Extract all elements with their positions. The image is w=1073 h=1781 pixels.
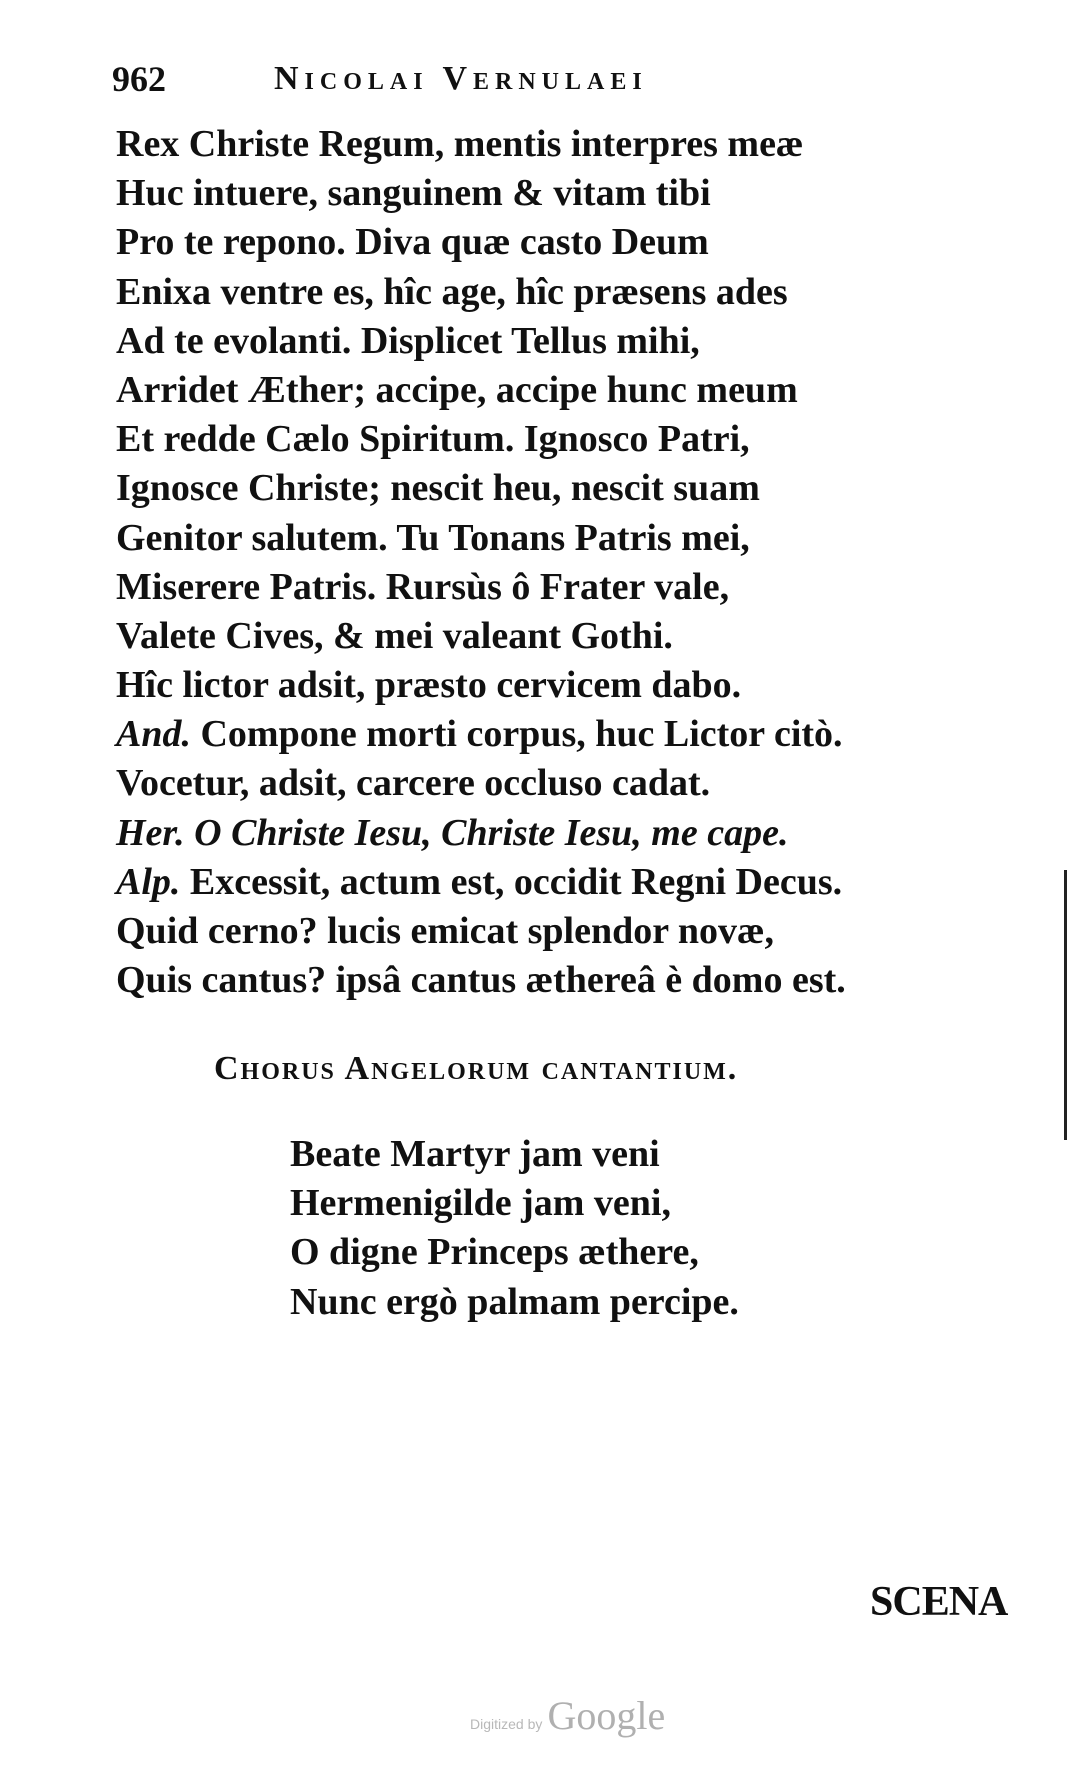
chorus-verse (290, 1130, 739, 1327)
verse-line (116, 661, 996, 710)
speaker-label: And. (116, 713, 191, 756)
page-number: 962 (112, 59, 166, 99)
catchword: SCENA (870, 1579, 1008, 1625)
verse-line (116, 415, 996, 464)
verse-line (116, 563, 996, 612)
verse-text: Rex Christe Regum, mentis interpres meæ (116, 123, 804, 165)
verse-text: Arridet Æther; accipe, accipe hunc meum (116, 368, 798, 411)
verse-text: Excessit, actum est, occidit Regni Decus. (180, 860, 843, 903)
chorus-line: O digne Princeps æthere, (290, 1231, 699, 1274)
verse-text: Ad te evolanti. Displicet Tellus mihi, (116, 319, 700, 362)
verse-line (116, 218, 996, 267)
verse-block (116, 120, 996, 1005)
verse-line (116, 612, 996, 661)
verse-line (116, 317, 996, 366)
digitized-watermark (470, 1692, 665, 1739)
running-head: Nicolai Vernulaei (274, 60, 648, 97)
verse-line (116, 759, 996, 808)
verse-line (116, 120, 996, 169)
verse-line (116, 514, 996, 563)
verse-text: Miserere Patris. Rursùs ô Frater vale, (116, 565, 730, 608)
verse-text: Compone morti corpus, huc Lictor citò. (190, 713, 843, 756)
page-header (112, 58, 872, 108)
verse-text: Et redde Cælo Spiritum. Ignosco Patri, (116, 418, 750, 461)
verse-line (116, 858, 996, 907)
verse-text: Vocetur, adsit, carcere occluso cadat. (116, 762, 711, 805)
chorus-heading: Chorus Angelorum cantantium. (214, 1050, 739, 1087)
verse-text: O Christe Iesu, Christe Iesu, me cape. (184, 811, 789, 854)
google-logo: Google (547, 1693, 666, 1738)
chorus-line: Beate Martyr jam veni (290, 1133, 660, 1175)
verse-line (116, 956, 996, 1005)
verse-line (116, 809, 996, 858)
verse-line (116, 464, 996, 513)
verse-text: Valete Cives, & mei valeant Gothi. (116, 614, 673, 657)
verse-text: Huc intuere, sanguinem & vitam tibi (116, 172, 711, 215)
page-edge-shadow (1064, 870, 1067, 1140)
verse-line (116, 169, 996, 218)
verse-line (116, 366, 996, 415)
verse-line (116, 268, 996, 317)
speaker-label: Her. (116, 811, 185, 854)
verse-text: Pro te repono. Diva quæ casto Deum (116, 221, 709, 264)
verse-text: Hîc lictor adsit, præsto cervicem dabo. (116, 664, 742, 707)
verse-text: Ignosce Christe; nescit heu, nescit suam (116, 467, 760, 510)
digitized-by-label: Digitized by (470, 1716, 543, 1732)
chorus-line: Nunc ergò palmam percipe. (290, 1280, 739, 1323)
verse-line (116, 710, 996, 759)
verse-text: Enixa ventre es, hîc age, hîc præsens ades (116, 270, 788, 313)
verse-text: Quid cerno? lucis emicat splendor novæ, (116, 910, 774, 952)
speaker-label: Alp. (116, 860, 181, 903)
verse-line (116, 907, 996, 956)
verse-text: Quis cantus? ipsâ cantus æthereâ è domo est. (116, 959, 846, 1002)
chorus-line: Hermenigilde jam veni, (290, 1182, 671, 1225)
verse-text: Genitor salutem. Tu Tonans Patris mei, (116, 516, 750, 559)
